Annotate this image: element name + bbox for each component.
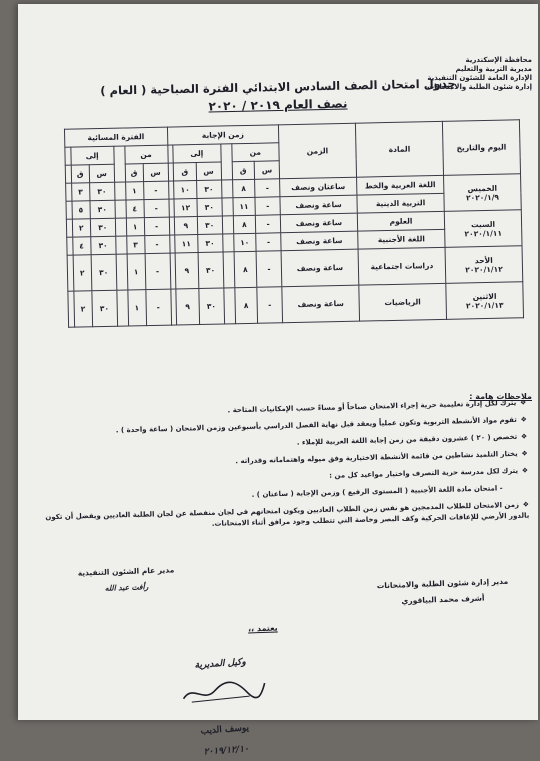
subject-cell: اللغة العربية والخط [357,175,444,195]
time-cell: ساعة ونصف [280,195,357,215]
note-item: ❖يترك لكل إدارة تعليمية حرية إجراء الامتحان صباحاً أو مساءً حسب الإمكانيات المتاحة . [227,398,527,415]
table-row: الاثنين ٢٠٢٠/١/١٣ الرياضيات ساعة ونصف - ٨ ٣٠ ٩ - ١ ٣٠ ٢ [68,282,524,328]
note-item: ❖زمن الامتحان للطلاب المدمجين هو نفس زمن الطلاب العاديين ويكون امتحانهم في لجان منفصلة عن لجان الطلبة العاديين ويفضل أن تكون بالدور الأرضي للإعاقات الحركية وكف البصر وخاصة التي تتطلب وجود مرافق أثناء الامتحانات. [45,500,530,528]
org-line: محافظة الإسكندرية [465,56,532,64]
table-row: الخميس ٢٠٢٠/١/٩ اللغة العربية والخط ساعتان ونصف - ٨ ٣٠ ١٠ - ١ ٣٠ ٣ [66,174,521,202]
header-time: الزمن [278,123,356,179]
bullet-icon: ❖ [520,415,527,424]
header-hour: س [143,163,168,182]
header-to: إلى [71,146,114,165]
header-minute: ق [232,161,255,179]
signature-right: مدير إدارة شئون الطلبة والامتحانات أشرف محمد البياقوري [376,576,508,606]
day-cell: الاثنين ٢٠٢٠/١/١٣ [446,282,524,320]
header-subject: المادة [355,121,443,177]
header-hour: س [89,164,114,183]
header-minute: ق [173,163,196,181]
table-row: الأحد ٢٠٢٠/١/١٢ دراسات اجتماعية ساعة ونصف - ٨ ٣٠ ٩ - ١ ٣٠ ٢ [67,246,523,292]
bullet-icon: ❖ [521,449,528,458]
bullet-icon: ❖ [519,398,527,407]
org-line: الإدارة العامة للشئون التنفيذية [427,74,532,82]
bullet-icon: ❖ [520,432,528,441]
header-day-date: اليوم والتاريخ [442,120,520,176]
header-from: من [124,145,167,164]
sub-note-item: - امتحان مادة اللغة الأجنبية ( المستوى الرفيع ) وزمن الإجابة ( ساعتان ) . [251,484,503,499]
header-answer-time: زمن الإجابة [167,125,279,145]
header-from: من [231,143,279,162]
note-item: ❖يترك لكل مدرسة حرية التصرف واختيار مواعيد كل من : [329,466,529,480]
notes-list [36,398,529,541]
day-cell: الأحد ٢٠٢٠/١/١٢ [445,246,523,284]
document-title: جدول امتحان الصف السادس الابتدائي الفترة الصباحية ( العام ) [100,76,456,98]
deputy-signature: وكيل المديرية يوسف الديب ٢٠١٩/١٢/١٠ [174,647,271,761]
header-minute: ق [125,164,143,182]
subject-cell: العلوم [357,211,444,231]
table-row: التربية الدينية ساعة ونصف - ١١ ٣٠ ١٢ - ٤ ٣٠ ٥ [66,192,521,220]
bullet-icon: ❖ [521,466,529,475]
header-minute: ق [71,165,89,183]
subject-cell: اللغة الأجنبية [358,229,445,249]
org-line: مديرية التربية والتعليم [455,65,532,73]
time-cell: ساعة ونصف [280,213,357,233]
notes-heading: ملاحظات هامة : [469,392,532,401]
document-subtitle: نصف العام ٢٠١٩ / ٢٠٢٠ [208,96,348,114]
time-cell: ساعة ونصف [282,285,360,323]
note-item: ❖تقوم مواد الأنشطة التربوية وتكون عملياً ويعقد قبل نهاية الفصل الدراسي بأسبوعين وزمن الامتحان ( ساعة واحدة ) . [115,415,527,435]
subject-cell: التربية الدينية [357,193,444,213]
approval-label: يعتمد ،، [247,623,278,634]
time-cell: ساعة ونصف [281,249,359,287]
time-cell: ساعة ونصف [281,231,358,251]
day-cell: السبت ٢٠٢٠/١/١١ [444,210,522,248]
day-cell: الخميس ٢٠٢٠/١/٩ [444,174,522,212]
time-cell: ساعتان ونصف [280,177,357,197]
dash-icon: - [497,484,503,493]
note-item: ❖يختار التلميذ نشاطين من قائمة الأنشطة الاختيارية وفق ميوله واهتماماته وقدراته . [235,449,528,466]
subject-cell: دراسات اجتماعية [358,247,446,285]
exam-schedule-document [18,4,538,758]
header-to: إلى [173,144,221,163]
header-hour: س [196,162,221,181]
signature-left: مدير عام الشئون التنفيذية رأفت عبد الله [77,565,175,593]
handwritten-signature-icon [176,675,268,707]
subject-cell: الرياضيات [359,283,447,321]
bullet-icon: ❖ [522,500,530,509]
note-item: ❖تخصص ( ٢٠ ) عشرون دقيقة من زمن إجابة اللغة العربية للإملاء . [296,432,528,447]
header-evening-period: الفترة المسائية [64,127,167,147]
header-hour: س [254,161,279,180]
org-line: إدارة شئون الطلبة والامتحانات [427,83,532,91]
exam-schedule-table [64,119,524,328]
table-row: اللغة الأجنبية ساعة ونصف - ١٠ ٣٠ ١١ - ٣ ٣٠ ٤ [67,228,522,256]
table-row: السبت ٢٠٢٠/١/١١ العلوم ساعة ونصف - ٨ ٣٠ ٩ - ١ ٣٠ ٢ [66,210,521,238]
